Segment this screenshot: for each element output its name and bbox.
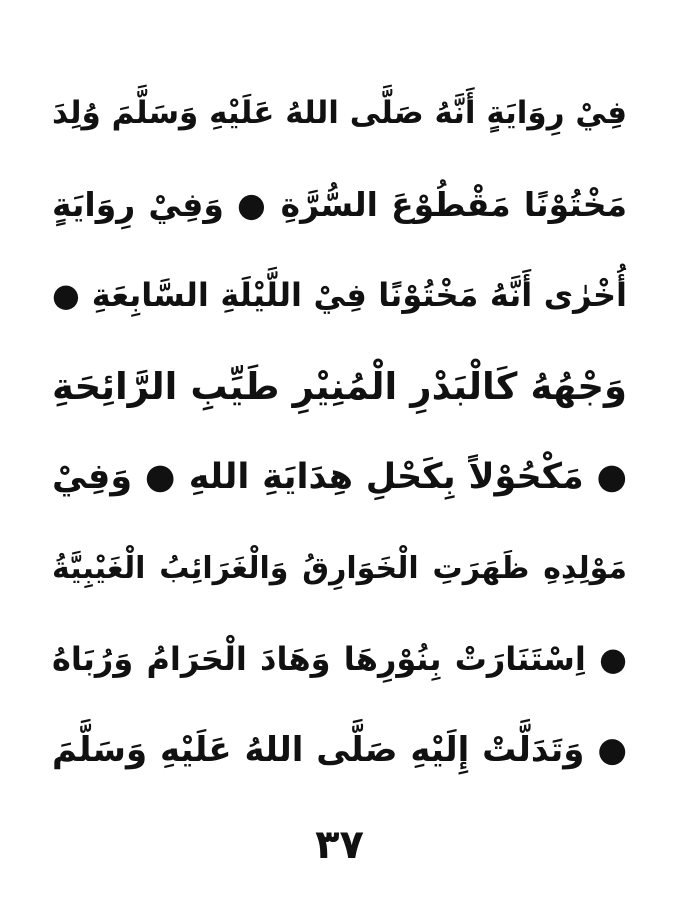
text-line-4: وَجْهُهُ كَالْبَدْرِ الْمُنِيْرِ طَيِّبِ الرَّائِحَةِ (52, 365, 627, 408)
arabic-text-block (52, 68, 627, 796)
page-number: ٣٧ (315, 822, 364, 868)
text-line-1: فِيْ رِوَايَةٍ أَنَّهُ صَلَّى اللهُ عَلَيْهِ وَسَلَّمَ وُلِدَ (52, 95, 627, 131)
text-line-8: ● وَتَدَلَّتْ إِلَيْهِ صَلَّى اللهُ عَلَيْهِ وَسَلَّمَ (52, 730, 627, 770)
text-line-2: مَخْتُوْنًا مَقْطُوْعَ السُّرَّةِ ● وَفِيْ رِوَايَةٍ (52, 185, 627, 224)
text-line-5: ● مَكْحُوْلاً بِكَحْلِ هِدَايَةِ اللهِ ● وَفِيْ (52, 457, 627, 497)
text-line-6: مَوْلِدِهِ ظَهَرَتِ الْخَوَارِقُ وَالْغَرَائِبُ الْغَيْبِيَّةُ (52, 551, 627, 586)
text-line-7: ● اِسْتَنَارَتْ بِنُوْرِهَا وَهَادَ الْحَرَامُ وَرُبَاهُ (52, 640, 627, 678)
text-line-3: أُخْرٰى أَنَّهُ مَخْتُوْنًا فِيْ اللَّيْلَةِ السَّابِعَةِ ● (52, 276, 627, 314)
